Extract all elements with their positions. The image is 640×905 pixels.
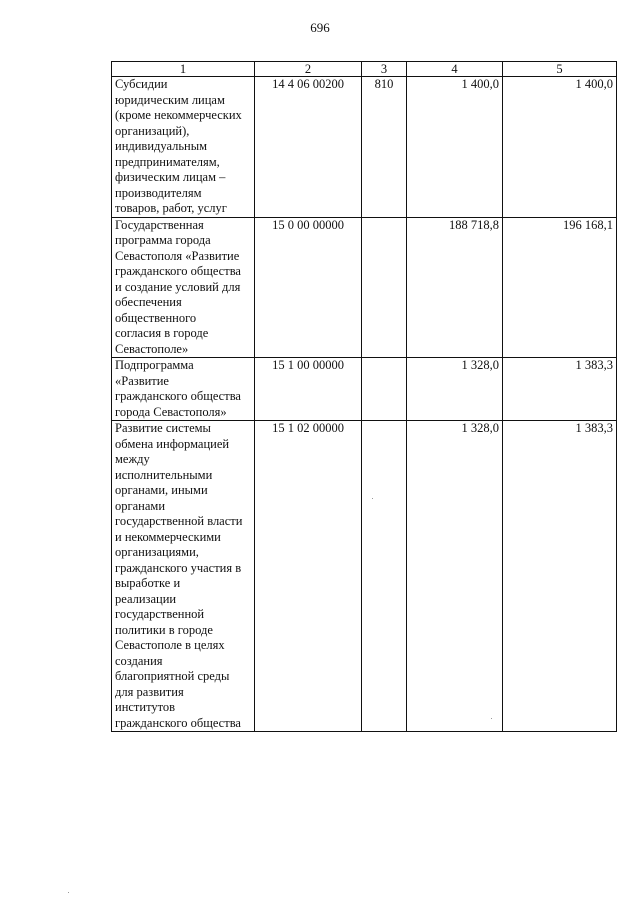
table-row	[112, 421, 617, 732]
row-value-1-cell: 1 328,0	[407, 421, 503, 732]
header-col-3: 3	[362, 62, 407, 77]
row-value-2-cell: 1 383,3	[503, 358, 617, 421]
row-code-cell: 15 1 00 00000	[255, 358, 362, 421]
row-kvr-cell	[362, 217, 407, 358]
header-col-5: 5	[503, 62, 617, 77]
header-col-1: 1	[112, 62, 255, 77]
header-col-2: 2	[255, 62, 362, 77]
header-col-4: 4	[407, 62, 503, 77]
row-value-2-cell: 196 168,1	[503, 217, 617, 358]
row-value-1-cell: 1 400,0	[407, 77, 503, 218]
table-row	[112, 77, 617, 218]
page-number: 696	[310, 20, 330, 35]
table-row	[112, 358, 617, 421]
row-value-2-cell: 1 400,0	[503, 77, 617, 218]
scan-speck	[372, 498, 373, 499]
row-kvr-cell: 810	[362, 77, 407, 218]
row-code-cell: 15 0 00 00000	[255, 217, 362, 358]
row-code-cell: 14 4 06 00200	[255, 77, 362, 218]
table-row	[112, 217, 617, 358]
row-code-cell: 15 1 02 00000	[255, 421, 362, 732]
row-name-cell: Развитие системы обмена информацией между исполнительными органами, иными органами государственной власти и некоммерческими организациями, гражданского участия в выработке и реализации государственной политики в городе Севастополе в целях создания благоприятной среды для развития институтов гражданского общества	[112, 421, 255, 732]
row-value-1-cell: 1 328,0	[407, 358, 503, 421]
row-name-cell: Подпрограмма «Развитие гражданского общества города Севастополя»	[112, 358, 255, 421]
header-row	[112, 62, 617, 77]
row-kvr-cell	[362, 358, 407, 421]
scan-speck	[68, 892, 69, 893]
budget-table	[111, 61, 617, 732]
row-name-cell: Государственная программа города Севастополя «Развитие гражданского общества и создание условий для обеспечения общественного согласия в городе Севастополе»	[112, 217, 255, 358]
row-name-cell: Субсидии юридическим лицам (кроме некоммерческих организаций), индивидуальным предпринимателям, физическим лицам – производителям товаров, работ, услуг	[112, 77, 255, 218]
row-kvr-cell	[362, 421, 407, 732]
row-value-1-cell: 188 718,8	[407, 217, 503, 358]
scan-speck	[491, 718, 492, 719]
row-value-2-cell: 1 383,3	[503, 421, 617, 732]
